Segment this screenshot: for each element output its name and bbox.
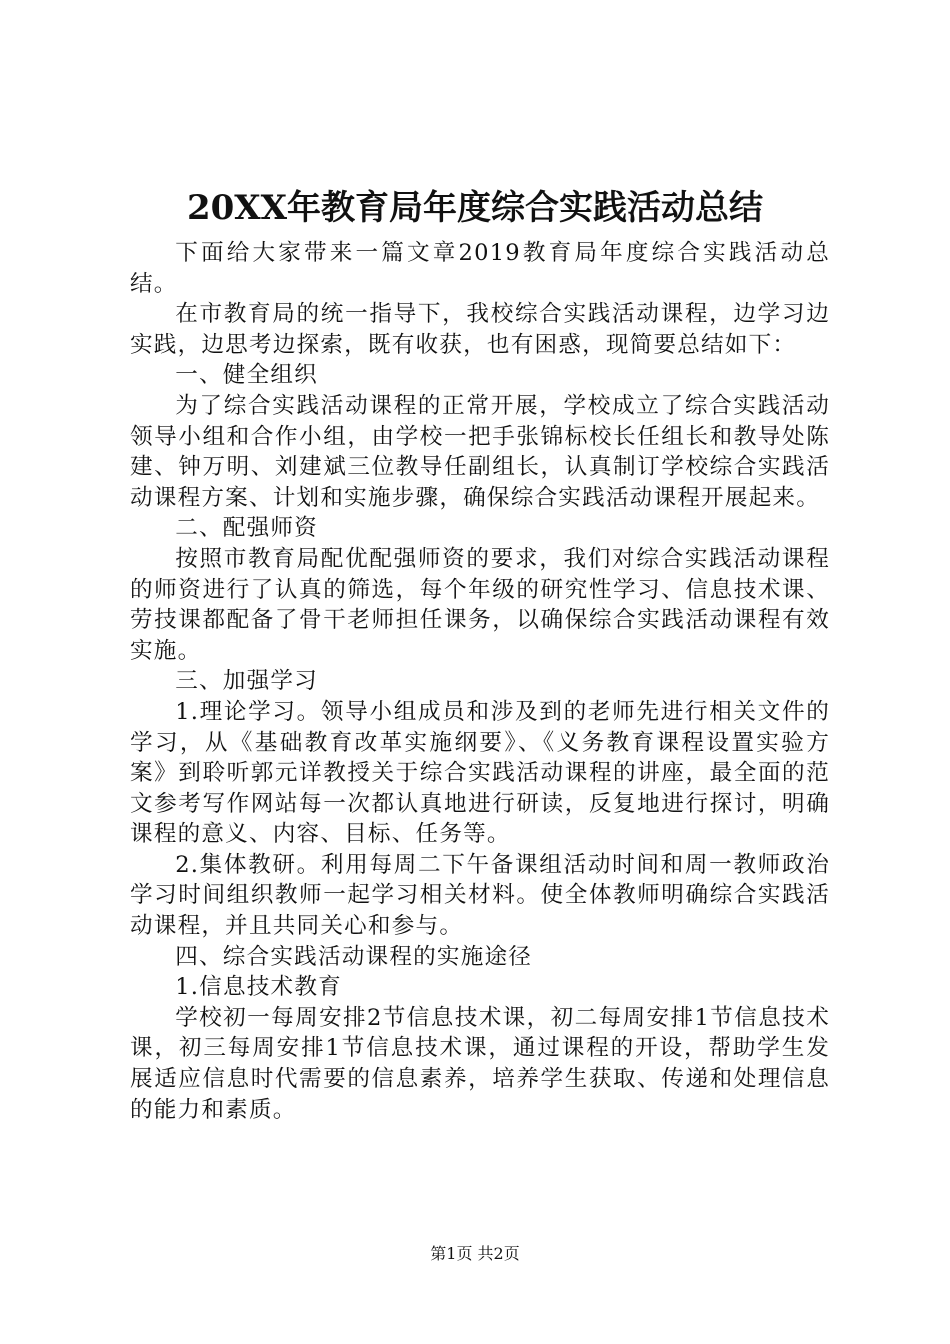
document-title: 20XX年教育局年度综合实践活动总结 bbox=[186, 188, 764, 228]
document-body bbox=[130, 238, 830, 1125]
section-heading-organization: 一、健全组织 bbox=[175, 362, 318, 389]
summary-paragraph: 在市教育局的统一指导下，我校综合实践活动课程，边学习边实践，边思考边探索，既有收获，也有困惑，现简要总结如下： bbox=[130, 301, 830, 358]
page-number-footer: 第1页 共2页 bbox=[430, 1244, 520, 1263]
it-education-paragraph: 学校初一每周安排2节信息技术课，初二每周安排1节信息技术课，初三每周安排1节信息技术课，通过课程的开设，帮助学生发展适应信息时代需要的信息素养，培养学生获取、传递和处理信息的能力和素质。 bbox=[130, 1004, 830, 1123]
intro-paragraph: 下面给大家带来一篇文章2019教育局年度综合实践活动总结。 bbox=[130, 240, 830, 297]
theory-study-paragraph: 1.理论学习。领导小组成员和涉及到的老师先进行相关文件的学习，从《基础教育改革实施纲要》、《义务教育课程设置实验方案》到聆听郭元详教授关于综合实践活动课程的讲座，最全面的范文参考写作网站每一次都认真地进行研读，反复地进行探讨，明确课程的意义、内容、目标、任务等。 bbox=[130, 698, 830, 848]
section-heading-study: 三、加强学习 bbox=[175, 668, 318, 695]
organization-paragraph: 为了综合实践活动课程的正常开展，学校成立了综合实践活动领导小组和合作小组，由学校一把手张锦标校长任组长和教导处陈建、钟万明、刘建斌三位教导任副组长，认真制订学校综合实践活动课程方案、计划和实施步骤，确保综合实践活动课程开展起来。 bbox=[130, 392, 830, 511]
group-research-paragraph: 2.集体教研。利用每周二下午备课组活动时间和周一教师政治学习时间组织教师一起学习相关材料。使全体教师明确综合实践活动课程，并且共同关心和参与。 bbox=[130, 851, 830, 940]
teachers-paragraph: 按照市教育局配优配强师资的要求，我们对综合实践活动课程的师资进行了认真的筛选，每个年级的研究性学习、信息技术课、劳技课都配备了骨干老师担任课务，以确保综合实践活动课程有效实施。 bbox=[130, 545, 830, 664]
section-heading-teachers: 二、配强师资 bbox=[175, 515, 318, 542]
subsection-heading-it-education: 1.信息技术教育 bbox=[175, 974, 342, 1001]
section-heading-implementation: 四、综合实践活动课程的实施途径 bbox=[175, 943, 533, 970]
